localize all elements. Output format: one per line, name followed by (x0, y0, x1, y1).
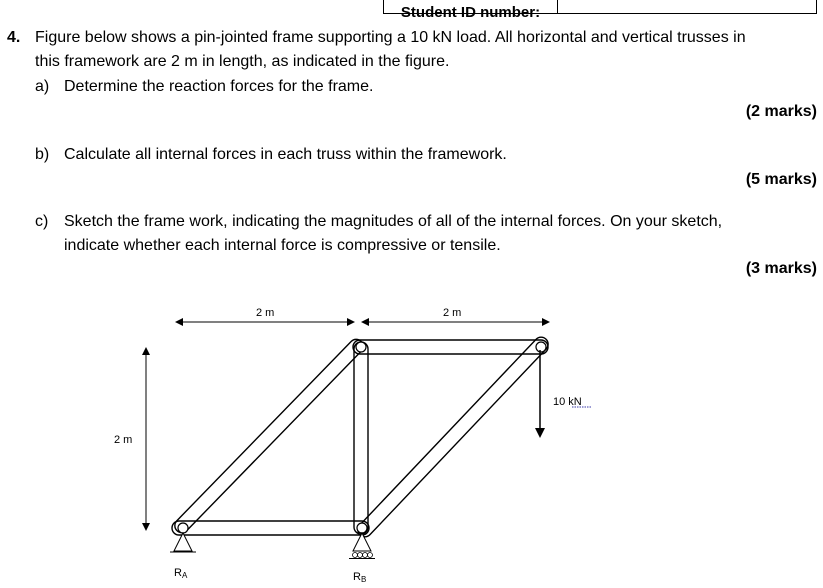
question-text-line-2: this framework are 2 m in length, as indicated in the figure. (35, 53, 450, 70)
load-label: 10 kN (553, 396, 582, 408)
pin-support-a (170, 533, 196, 552)
load-arrow (535, 350, 545, 438)
part-c-marks: (3 marks) (745, 260, 817, 277)
student-id-label: Student ID number: (400, 4, 541, 21)
member-left-diagonal (172, 336, 366, 535)
question-text-line-1: Figure below shows a pin-jointed frame supporting a 10 kN load. All horizontal and vertical trusses in (35, 29, 746, 46)
part-b-label: b) (35, 146, 50, 163)
member-bottom-horizontal (172, 521, 369, 535)
part-c-text-line-1: Sketch the frame work, indicating the magnitudes of all of the internal forces. On your sketch, (64, 213, 723, 230)
member-top-horizontal (353, 340, 548, 354)
reaction-b-label: RB (353, 571, 367, 584)
member-vertical (354, 342, 368, 534)
joint-top-middle (356, 342, 366, 352)
roller-support-b (349, 533, 375, 559)
joint-bottom-left (178, 523, 188, 533)
joint-top-right (536, 342, 546, 352)
reaction-a-label: RA (174, 567, 188, 580)
part-a-label: a) (35, 78, 50, 95)
member-right-diagonal (355, 334, 551, 539)
dim-top-right-label: 2 m (443, 307, 462, 319)
dim-top-left-label: 2 m (256, 307, 275, 319)
part-a-marks: (2 marks) (745, 103, 817, 120)
part-b-text: Calculate all internal forces in each truss within the framework. (64, 146, 507, 163)
joint-bottom-middle (357, 523, 367, 533)
part-c-label: c) (35, 213, 49, 230)
dim-left-label: 2 m (114, 434, 133, 446)
part-a-text: Determine the reaction forces for the frame. (64, 78, 374, 95)
question-number: 4. (7, 29, 21, 46)
part-b-marks: (5 marks) (745, 171, 817, 188)
part-c-text-line-2: indicate whether each internal force is compressive or tensile. (64, 237, 501, 254)
